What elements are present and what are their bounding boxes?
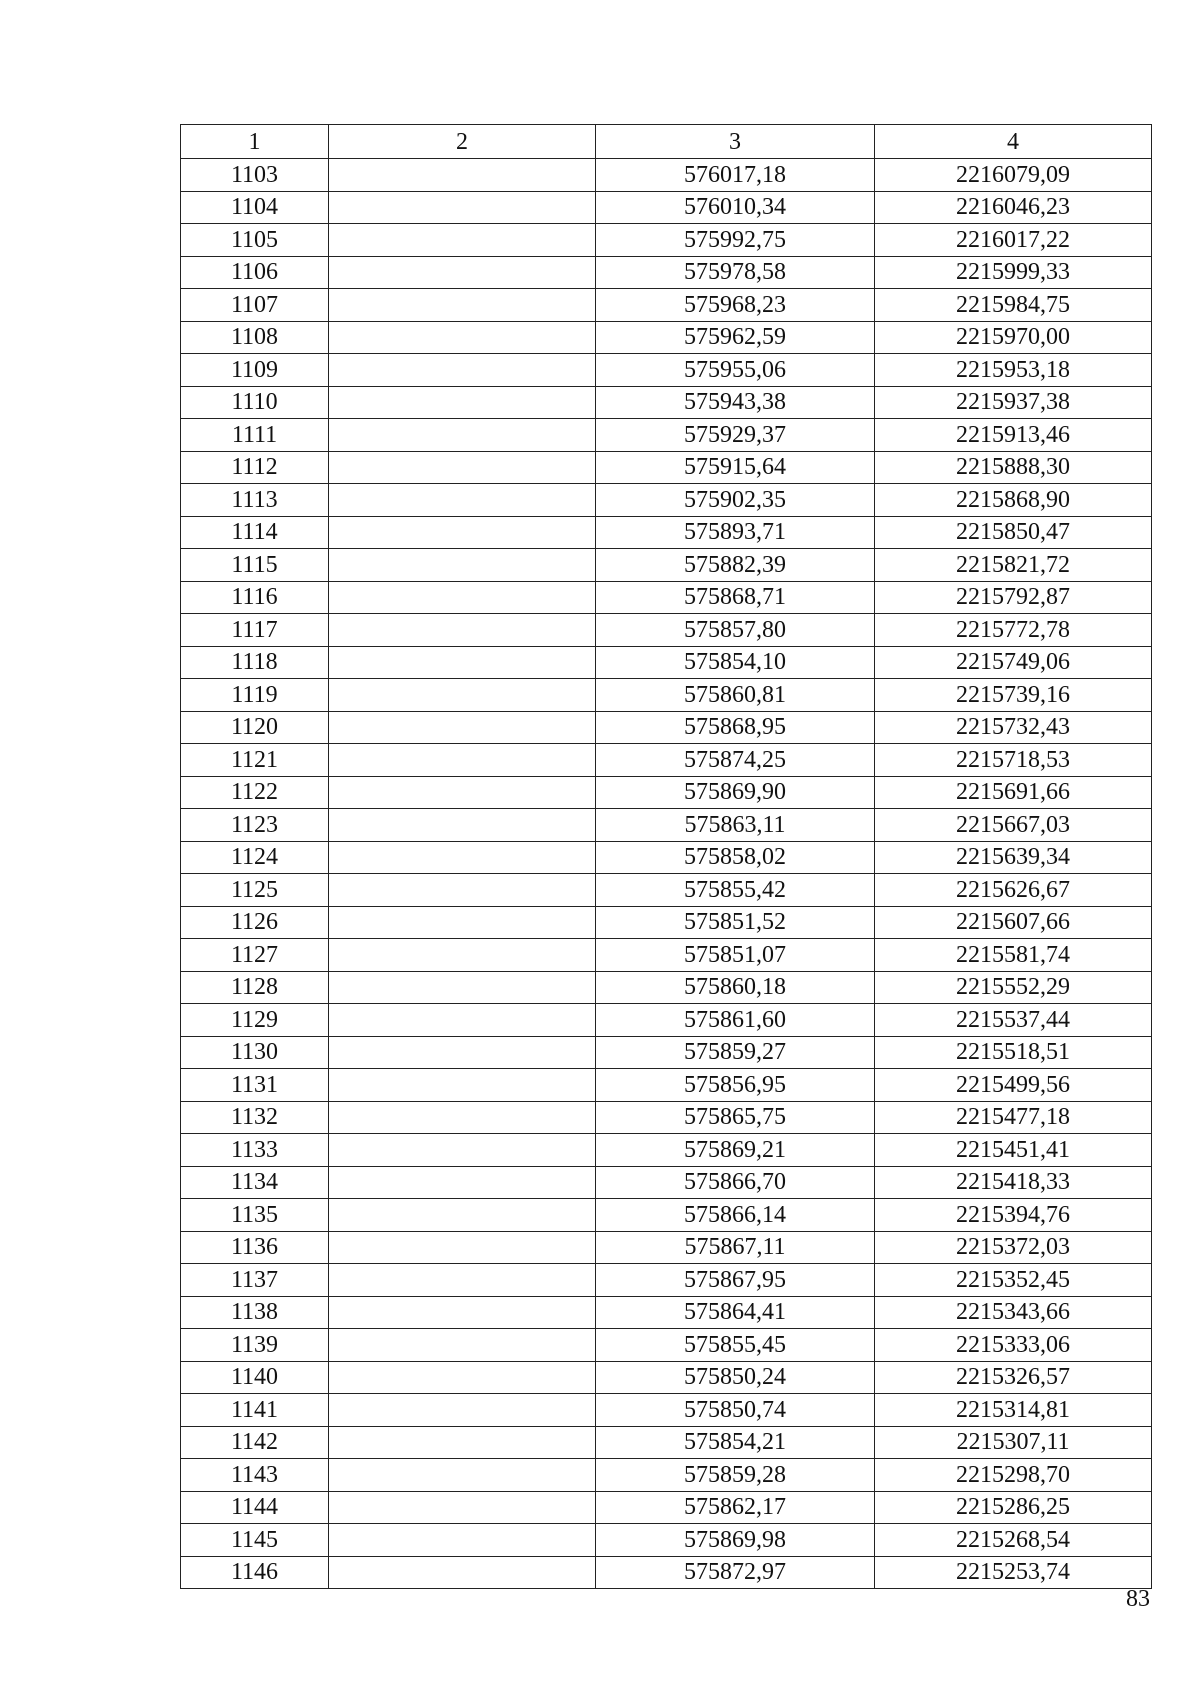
table-row bbox=[181, 1556, 1152, 1589]
table-row bbox=[181, 321, 1152, 354]
table-row bbox=[181, 1231, 1152, 1264]
point-number-cell: 1145 bbox=[181, 1524, 329, 1557]
table-row bbox=[181, 419, 1152, 452]
table-row bbox=[181, 1101, 1152, 1134]
table-row bbox=[181, 1491, 1152, 1524]
table-row bbox=[181, 614, 1152, 647]
description-cell bbox=[329, 1231, 596, 1264]
point-number-cell: 1124 bbox=[181, 841, 329, 874]
point-number-cell: 1129 bbox=[181, 1004, 329, 1037]
x-coordinate-cell: 576017,18 bbox=[596, 159, 875, 192]
description-cell bbox=[329, 1264, 596, 1297]
description-cell bbox=[329, 1296, 596, 1329]
y-coordinate-cell: 2215772,78 bbox=[875, 614, 1152, 647]
table-row bbox=[181, 354, 1152, 387]
x-coordinate-cell: 575862,17 bbox=[596, 1491, 875, 1524]
description-cell bbox=[329, 289, 596, 322]
point-number-cell: 1128 bbox=[181, 971, 329, 1004]
x-coordinate-cell: 575866,70 bbox=[596, 1166, 875, 1199]
description-cell bbox=[329, 516, 596, 549]
table-row bbox=[181, 1426, 1152, 1459]
y-coordinate-cell: 2216046,23 bbox=[875, 191, 1152, 224]
table-row bbox=[181, 1069, 1152, 1102]
table-row bbox=[181, 191, 1152, 224]
point-number-cell: 1126 bbox=[181, 906, 329, 939]
description-cell bbox=[329, 386, 596, 419]
table-row bbox=[181, 744, 1152, 777]
y-coordinate-cell: 2215372,03 bbox=[875, 1231, 1152, 1264]
point-number-cell: 1104 bbox=[181, 191, 329, 224]
y-coordinate-cell: 2215268,54 bbox=[875, 1524, 1152, 1557]
y-coordinate-cell: 2215999,33 bbox=[875, 256, 1152, 289]
table-row bbox=[181, 1036, 1152, 1069]
y-coordinate-cell: 2215537,44 bbox=[875, 1004, 1152, 1037]
y-coordinate-cell: 2216079,09 bbox=[875, 159, 1152, 192]
table-row bbox=[181, 1524, 1152, 1557]
table-row bbox=[181, 1361, 1152, 1394]
description-cell bbox=[329, 1329, 596, 1362]
description-cell bbox=[329, 841, 596, 874]
description-cell bbox=[329, 1524, 596, 1557]
x-coordinate-cell: 575859,27 bbox=[596, 1036, 875, 1069]
y-coordinate-cell: 2215953,18 bbox=[875, 354, 1152, 387]
point-number-cell: 1118 bbox=[181, 646, 329, 679]
point-number-cell: 1131 bbox=[181, 1069, 329, 1102]
x-coordinate-cell: 575943,38 bbox=[596, 386, 875, 419]
description-cell bbox=[329, 159, 596, 192]
table-row bbox=[181, 1329, 1152, 1362]
point-number-cell: 1146 bbox=[181, 1556, 329, 1589]
x-coordinate-cell: 575851,07 bbox=[596, 939, 875, 972]
y-coordinate-cell: 2215394,76 bbox=[875, 1199, 1152, 1232]
table-row bbox=[181, 256, 1152, 289]
x-coordinate-cell: 575915,64 bbox=[596, 451, 875, 484]
table-row bbox=[181, 971, 1152, 1004]
x-coordinate-cell: 575851,52 bbox=[596, 906, 875, 939]
description-cell bbox=[329, 614, 596, 647]
description-cell bbox=[329, 1491, 596, 1524]
description-cell bbox=[329, 256, 596, 289]
x-coordinate-cell: 575855,45 bbox=[596, 1329, 875, 1362]
y-coordinate-cell: 2215984,75 bbox=[875, 289, 1152, 322]
description-cell bbox=[329, 1166, 596, 1199]
x-coordinate-cell: 575855,42 bbox=[596, 874, 875, 907]
table-row bbox=[181, 549, 1152, 582]
point-number-cell: 1106 bbox=[181, 256, 329, 289]
column-header: 2 bbox=[329, 125, 596, 159]
column-header: 1 bbox=[181, 125, 329, 159]
description-cell bbox=[329, 1459, 596, 1492]
description-cell bbox=[329, 874, 596, 907]
point-number-cell: 1117 bbox=[181, 614, 329, 647]
y-coordinate-cell: 2215718,53 bbox=[875, 744, 1152, 777]
point-number-cell: 1133 bbox=[181, 1134, 329, 1167]
point-number-cell: 1143 bbox=[181, 1459, 329, 1492]
description-cell bbox=[329, 1556, 596, 1589]
description-cell bbox=[329, 1069, 596, 1102]
description-cell bbox=[329, 1426, 596, 1459]
table-header bbox=[181, 125, 1152, 159]
point-number-cell: 1138 bbox=[181, 1296, 329, 1329]
y-coordinate-cell: 2215739,16 bbox=[875, 679, 1152, 712]
table-row bbox=[181, 1296, 1152, 1329]
table-row bbox=[181, 646, 1152, 679]
y-coordinate-cell: 2215518,51 bbox=[875, 1036, 1152, 1069]
y-coordinate-cell: 2215607,66 bbox=[875, 906, 1152, 939]
y-coordinate-cell: 2216017,22 bbox=[875, 224, 1152, 257]
x-coordinate-cell: 575858,02 bbox=[596, 841, 875, 874]
table-row bbox=[181, 451, 1152, 484]
point-number-cell: 1116 bbox=[181, 581, 329, 614]
table-row bbox=[181, 581, 1152, 614]
y-coordinate-cell: 2215333,06 bbox=[875, 1329, 1152, 1362]
x-coordinate-cell: 575978,58 bbox=[596, 256, 875, 289]
y-coordinate-cell: 2215286,25 bbox=[875, 1491, 1152, 1524]
y-coordinate-cell: 2215477,18 bbox=[875, 1101, 1152, 1134]
x-coordinate-cell: 575882,39 bbox=[596, 549, 875, 582]
x-coordinate-cell: 575962,59 bbox=[596, 321, 875, 354]
table-row bbox=[181, 516, 1152, 549]
point-number-cell: 1103 bbox=[181, 159, 329, 192]
y-coordinate-cell: 2215970,00 bbox=[875, 321, 1152, 354]
point-number-cell: 1113 bbox=[181, 484, 329, 517]
table-row bbox=[181, 809, 1152, 842]
description-cell bbox=[329, 1199, 596, 1232]
description-cell bbox=[329, 354, 596, 387]
y-coordinate-cell: 2215253,74 bbox=[875, 1556, 1152, 1589]
point-number-cell: 1120 bbox=[181, 711, 329, 744]
table-row bbox=[181, 1264, 1152, 1297]
description-cell bbox=[329, 419, 596, 452]
point-number-cell: 1139 bbox=[181, 1329, 329, 1362]
x-coordinate-cell: 575992,75 bbox=[596, 224, 875, 257]
point-number-cell: 1140 bbox=[181, 1361, 329, 1394]
description-cell bbox=[329, 549, 596, 582]
table-row bbox=[181, 159, 1152, 192]
x-coordinate-cell: 575856,95 bbox=[596, 1069, 875, 1102]
table-row bbox=[181, 939, 1152, 972]
x-coordinate-cell: 575850,24 bbox=[596, 1361, 875, 1394]
description-cell bbox=[329, 776, 596, 809]
point-number-cell: 1122 bbox=[181, 776, 329, 809]
y-coordinate-cell: 2215913,46 bbox=[875, 419, 1152, 452]
table-row bbox=[181, 386, 1152, 419]
description-cell bbox=[329, 646, 596, 679]
description-cell bbox=[329, 581, 596, 614]
description-cell bbox=[329, 1101, 596, 1134]
description-cell bbox=[329, 939, 596, 972]
x-coordinate-cell: 575854,21 bbox=[596, 1426, 875, 1459]
table-row bbox=[181, 224, 1152, 257]
x-coordinate-cell: 575860,18 bbox=[596, 971, 875, 1004]
page-number: 83 bbox=[1126, 1586, 1150, 1612]
table-row bbox=[181, 484, 1152, 517]
point-number-cell: 1141 bbox=[181, 1394, 329, 1427]
point-number-cell: 1109 bbox=[181, 354, 329, 387]
description-cell bbox=[329, 971, 596, 1004]
y-coordinate-cell: 2215749,06 bbox=[875, 646, 1152, 679]
x-coordinate-cell: 575868,71 bbox=[596, 581, 875, 614]
x-coordinate-cell: 575854,10 bbox=[596, 646, 875, 679]
header-row bbox=[181, 125, 1152, 159]
y-coordinate-cell: 2215298,70 bbox=[875, 1459, 1152, 1492]
point-number-cell: 1135 bbox=[181, 1199, 329, 1232]
coordinates-table bbox=[180, 124, 1152, 1589]
x-coordinate-cell: 575859,28 bbox=[596, 1459, 875, 1492]
description-cell bbox=[329, 744, 596, 777]
y-coordinate-cell: 2215326,57 bbox=[875, 1361, 1152, 1394]
description-cell bbox=[329, 224, 596, 257]
table-row bbox=[181, 1459, 1152, 1492]
y-coordinate-cell: 2215552,29 bbox=[875, 971, 1152, 1004]
x-coordinate-cell: 575869,21 bbox=[596, 1134, 875, 1167]
table-row bbox=[181, 906, 1152, 939]
y-coordinate-cell: 2215307,11 bbox=[875, 1426, 1152, 1459]
point-number-cell: 1144 bbox=[181, 1491, 329, 1524]
x-coordinate-cell: 575955,06 bbox=[596, 354, 875, 387]
point-number-cell: 1119 bbox=[181, 679, 329, 712]
point-number-cell: 1136 bbox=[181, 1231, 329, 1264]
table-row bbox=[181, 776, 1152, 809]
table-row bbox=[181, 1166, 1152, 1199]
point-number-cell: 1134 bbox=[181, 1166, 329, 1199]
x-coordinate-cell: 575865,75 bbox=[596, 1101, 875, 1134]
x-coordinate-cell: 575857,80 bbox=[596, 614, 875, 647]
column-header: 3 bbox=[596, 125, 875, 159]
y-coordinate-cell: 2215418,33 bbox=[875, 1166, 1152, 1199]
x-coordinate-cell: 575868,95 bbox=[596, 711, 875, 744]
description-cell bbox=[329, 1036, 596, 1069]
description-cell bbox=[329, 809, 596, 842]
x-coordinate-cell: 575869,98 bbox=[596, 1524, 875, 1557]
table-row bbox=[181, 841, 1152, 874]
description-cell bbox=[329, 191, 596, 224]
table-row bbox=[181, 679, 1152, 712]
description-cell bbox=[329, 1004, 596, 1037]
y-coordinate-cell: 2215850,47 bbox=[875, 516, 1152, 549]
description-cell bbox=[329, 1134, 596, 1167]
table-row bbox=[181, 1134, 1152, 1167]
point-number-cell: 1115 bbox=[181, 549, 329, 582]
point-number-cell: 1111 bbox=[181, 419, 329, 452]
y-coordinate-cell: 2215732,43 bbox=[875, 711, 1152, 744]
point-number-cell: 1114 bbox=[181, 516, 329, 549]
description-cell bbox=[329, 711, 596, 744]
point-number-cell: 1130 bbox=[181, 1036, 329, 1069]
table-row bbox=[181, 1199, 1152, 1232]
y-coordinate-cell: 2215691,66 bbox=[875, 776, 1152, 809]
description-cell bbox=[329, 484, 596, 517]
point-number-cell: 1137 bbox=[181, 1264, 329, 1297]
point-number-cell: 1142 bbox=[181, 1426, 329, 1459]
x-coordinate-cell: 575869,90 bbox=[596, 776, 875, 809]
point-number-cell: 1112 bbox=[181, 451, 329, 484]
table-row bbox=[181, 1004, 1152, 1037]
y-coordinate-cell: 2215821,72 bbox=[875, 549, 1152, 582]
column-header: 4 bbox=[875, 125, 1152, 159]
y-coordinate-cell: 2215868,90 bbox=[875, 484, 1152, 517]
x-coordinate-cell: 575929,37 bbox=[596, 419, 875, 452]
description-cell bbox=[329, 906, 596, 939]
point-number-cell: 1132 bbox=[181, 1101, 329, 1134]
x-coordinate-cell: 575863,11 bbox=[596, 809, 875, 842]
description-cell bbox=[329, 321, 596, 354]
point-number-cell: 1123 bbox=[181, 809, 329, 842]
point-number-cell: 1108 bbox=[181, 321, 329, 354]
point-number-cell: 1105 bbox=[181, 224, 329, 257]
x-coordinate-cell: 575968,23 bbox=[596, 289, 875, 322]
table-row bbox=[181, 1394, 1152, 1427]
y-coordinate-cell: 2215626,67 bbox=[875, 874, 1152, 907]
y-coordinate-cell: 2215581,74 bbox=[875, 939, 1152, 972]
y-coordinate-cell: 2215499,56 bbox=[875, 1069, 1152, 1102]
table-row bbox=[181, 874, 1152, 907]
point-number-cell: 1121 bbox=[181, 744, 329, 777]
table-body bbox=[181, 159, 1152, 1589]
y-coordinate-cell: 2215888,30 bbox=[875, 451, 1152, 484]
point-number-cell: 1110 bbox=[181, 386, 329, 419]
y-coordinate-cell: 2215352,45 bbox=[875, 1264, 1152, 1297]
x-coordinate-cell: 575850,74 bbox=[596, 1394, 875, 1427]
x-coordinate-cell: 575861,60 bbox=[596, 1004, 875, 1037]
x-coordinate-cell: 575867,95 bbox=[596, 1264, 875, 1297]
x-coordinate-cell: 575874,25 bbox=[596, 744, 875, 777]
x-coordinate-cell: 575867,11 bbox=[596, 1231, 875, 1264]
description-cell bbox=[329, 679, 596, 712]
y-coordinate-cell: 2215639,34 bbox=[875, 841, 1152, 874]
table-row bbox=[181, 711, 1152, 744]
x-coordinate-cell: 575872,97 bbox=[596, 1556, 875, 1589]
x-coordinate-cell: 575860,81 bbox=[596, 679, 875, 712]
x-coordinate-cell: 576010,34 bbox=[596, 191, 875, 224]
x-coordinate-cell: 575893,71 bbox=[596, 516, 875, 549]
description-cell bbox=[329, 451, 596, 484]
x-coordinate-cell: 575902,35 bbox=[596, 484, 875, 517]
y-coordinate-cell: 2215792,87 bbox=[875, 581, 1152, 614]
point-number-cell: 1127 bbox=[181, 939, 329, 972]
y-coordinate-cell: 2215314,81 bbox=[875, 1394, 1152, 1427]
y-coordinate-cell: 2215937,38 bbox=[875, 386, 1152, 419]
table-row bbox=[181, 289, 1152, 322]
y-coordinate-cell: 2215343,66 bbox=[875, 1296, 1152, 1329]
description-cell bbox=[329, 1361, 596, 1394]
y-coordinate-cell: 2215451,41 bbox=[875, 1134, 1152, 1167]
x-coordinate-cell: 575864,41 bbox=[596, 1296, 875, 1329]
description-cell bbox=[329, 1394, 596, 1427]
y-coordinate-cell: 2215667,03 bbox=[875, 809, 1152, 842]
x-coordinate-cell: 575866,14 bbox=[596, 1199, 875, 1232]
point-number-cell: 1107 bbox=[181, 289, 329, 322]
point-number-cell: 1125 bbox=[181, 874, 329, 907]
